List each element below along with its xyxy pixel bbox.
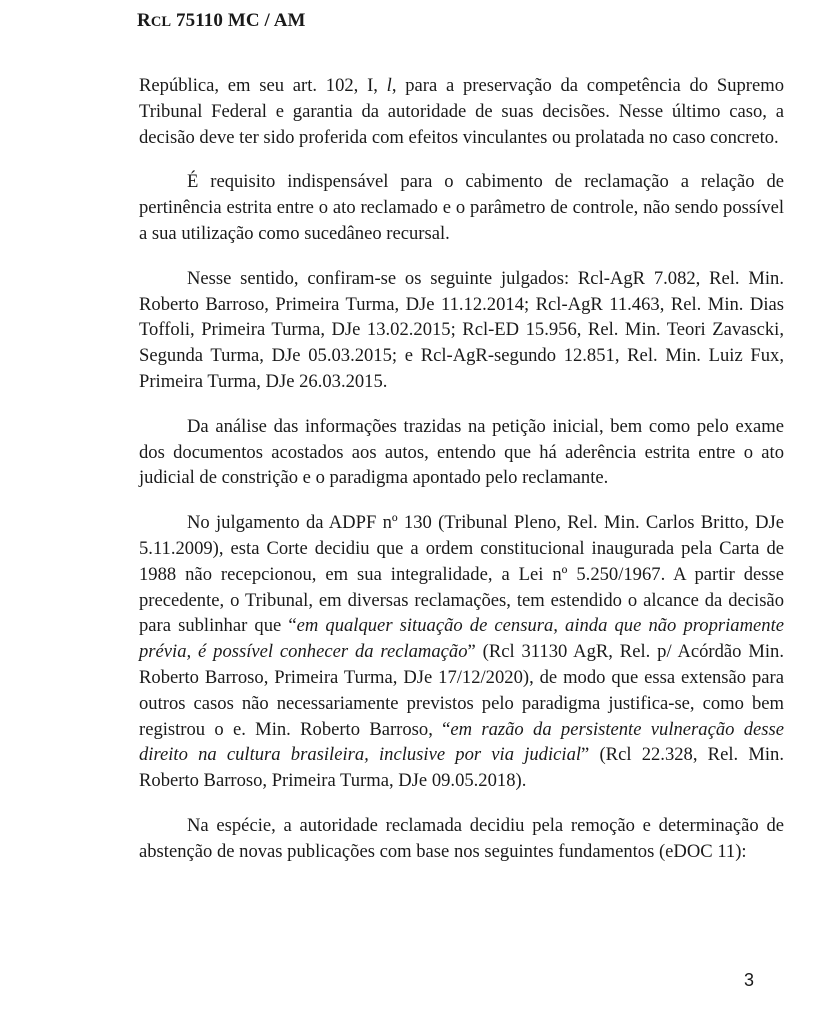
paragraph-4 xyxy=(139,414,784,491)
text-run: No julgamento da ADPF nº 130 (Tribunal Pleno, Rel. Min. Carlos Britto, DJe 5.11.2009), esta Corte decidiu que a ordem constitucional inaugurada pela Carta de 1988 não recepcionou, em sua integralidade, a Lei nº 5.250/1967. A partir desse precedente, o Tribunal, em diversas reclamações, tem estendido o alcance da decisão para sublinhar que “ xyxy=(139,512,784,637)
case-header xyxy=(137,10,306,32)
case-prefix-smallcaps: CL xyxy=(150,14,172,30)
italic-quote-run: em qualquer situação de censura, ainda que não propriamente prévia, é possível conhecer da reclamação xyxy=(139,615,784,663)
text-run: Da análise das informações trazidas na petição inicial, bem como pelo exame dos documentos acostados aos autos, entendo que há aderência estrita entre o ato judicial de constrição e o paradigma apontado pelo reclamante. xyxy=(139,415,784,489)
paragraph-5 xyxy=(139,510,784,794)
paragraph-2 xyxy=(139,169,784,246)
paragraph-3 xyxy=(139,266,784,395)
paragraph-1 xyxy=(139,73,784,150)
page-number: 3 xyxy=(744,970,755,990)
text-run: Na espécie, a autoridade reclamada decidiu pela remoção e determinação de abstenção de novas publicações com base nos seguintes fundamentos (eDOC 11): xyxy=(139,814,784,862)
text-run: República, em seu art. 102, I, xyxy=(139,75,387,96)
text-run: É requisito indispensável para o cabimento de reclamação a relação de pertinência estrita entre o ato reclamado e o parâmetro de controle, não sendo possível a sua utilização como sucedâneo recursal. xyxy=(139,171,784,244)
document-body xyxy=(139,73,784,884)
case-number: 75110 MC / AM xyxy=(171,10,306,31)
text-run: , para a preservação da competência do Supremo Tribunal Federal e garantia da autoridade de suas decisões. Nesse último caso, a decisão deve ter sido proferida com efeitos vinculantes ou prolatada no caso concreto. xyxy=(139,75,784,148)
italic-quote-run: em razão da persistente vulneração desse direito na cultura brasileira, inclusive por via judicial xyxy=(139,718,784,766)
case-prefix-initial: R xyxy=(137,10,151,31)
text-run: ” (Rcl 22.328, Rel. Min. Roberto Barroso, Primeira Turma, DJe 09.05.2018). xyxy=(139,744,784,792)
text-run: ” (Rcl 31130 AgR, Rel. p/ Acórdão Min. Roberto Barroso, Primeira Turma, DJe 17/12/2020), de modo que essa extensão para outros casos não necessariamente previstos pelo paradigma justifica-se, como bem registrou o e. Min. Roberto Barroso, “ xyxy=(139,641,784,740)
paragraph-6 xyxy=(139,813,784,865)
italic-quote-run: l xyxy=(386,75,392,96)
text-run: Nesse sentido, confiram-se os seguinte julgados: Rcl-AgR 7.082, Rel. Min. Roberto Barroso, Primeira Turma, DJe 11.12.2014; Rcl-AgR 11.463, Rel. Min. Dias Toffoli, Primeira Turma, DJe 13.02.2015; Rcl-ED 15.956, Rel. Min. Teori Zavascki, Segunda Turma, DJe 05.03.2015; e Rcl-AgR-segundo 12.851, Rel. Min. Luiz Fux, Primeira Turma, DJe 26.03.2015. xyxy=(139,267,784,392)
